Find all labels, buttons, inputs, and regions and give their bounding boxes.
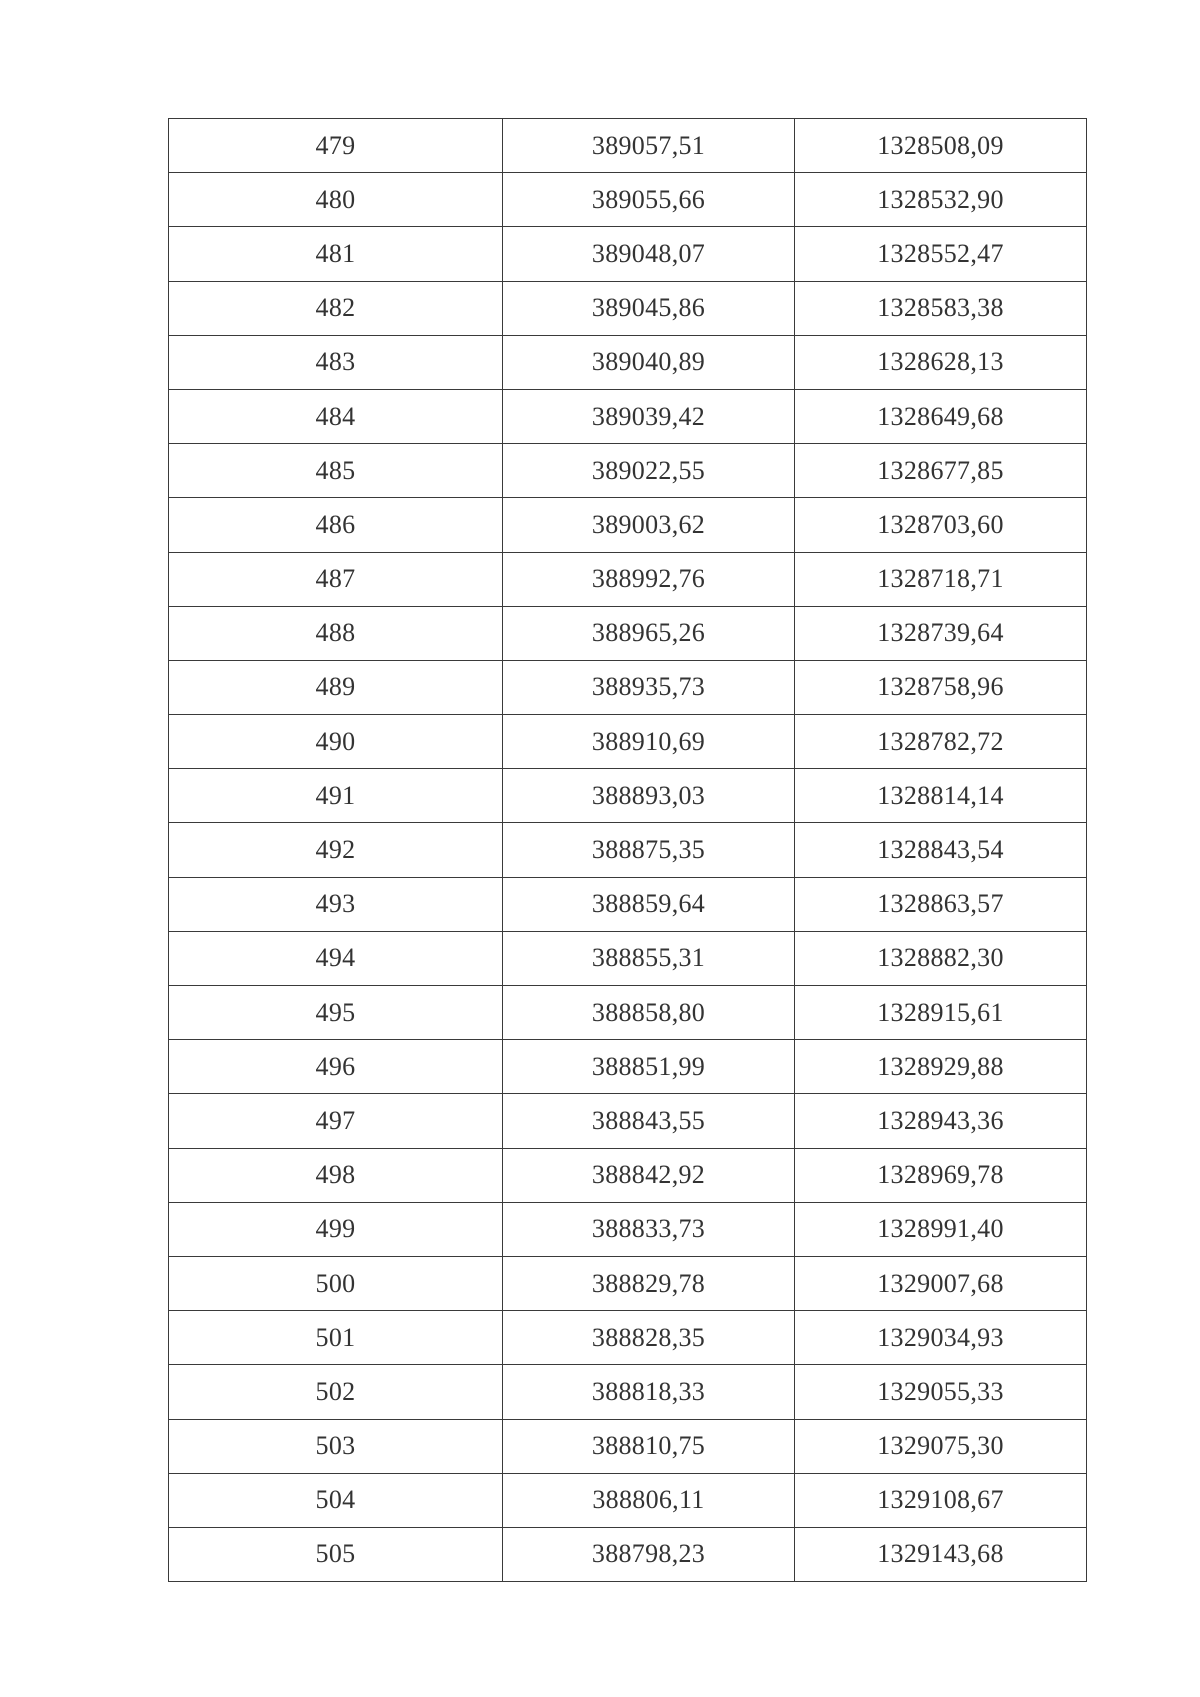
x-coordinate-cell: 388833,73: [503, 1202, 795, 1256]
point-number-cell: 493: [169, 877, 503, 931]
x-coordinate-cell: 388859,64: [503, 877, 795, 931]
table-row: [169, 1365, 1087, 1419]
point-number-cell: 504: [169, 1473, 503, 1527]
point-number-cell: 494: [169, 931, 503, 985]
point-number-cell: 488: [169, 606, 503, 660]
x-coordinate-cell: 388875,35: [503, 823, 795, 877]
y-coordinate-cell: 1329108,67: [795, 1473, 1087, 1527]
y-coordinate-cell: 1329055,33: [795, 1365, 1087, 1419]
table-row: [169, 335, 1087, 389]
table-row: [169, 1202, 1087, 1256]
x-coordinate-cell: 388806,11: [503, 1473, 795, 1527]
table-row: [169, 1419, 1087, 1473]
point-number-cell: 501: [169, 1311, 503, 1365]
x-coordinate-cell: 388851,99: [503, 1040, 795, 1094]
table-row: [169, 1148, 1087, 1202]
table-row: [169, 715, 1087, 769]
y-coordinate-cell: 1328782,72: [795, 715, 1087, 769]
point-number-cell: 487: [169, 552, 503, 606]
point-number-cell: 480: [169, 173, 503, 227]
table-row: [169, 552, 1087, 606]
table-row: [169, 389, 1087, 443]
point-number-cell: 481: [169, 227, 503, 281]
point-number-cell: 479: [169, 119, 503, 173]
point-number-cell: 486: [169, 498, 503, 552]
point-number-cell: 496: [169, 1040, 503, 1094]
x-coordinate-cell: 388910,69: [503, 715, 795, 769]
point-number-cell: 490: [169, 715, 503, 769]
x-coordinate-cell: 388855,31: [503, 931, 795, 985]
table-row: [169, 606, 1087, 660]
x-coordinate-cell: 389055,66: [503, 173, 795, 227]
point-number-cell: 495: [169, 986, 503, 1040]
y-coordinate-cell: 1328628,13: [795, 335, 1087, 389]
point-number-cell: 497: [169, 1094, 503, 1148]
y-coordinate-cell: 1328677,85: [795, 444, 1087, 498]
table-row: [169, 173, 1087, 227]
y-coordinate-cell: 1328532,90: [795, 173, 1087, 227]
table-row: [169, 1256, 1087, 1310]
table-row: [169, 823, 1087, 877]
y-coordinate-cell: 1329075,30: [795, 1419, 1087, 1473]
table-row: [169, 1311, 1087, 1365]
y-coordinate-cell: 1328863,57: [795, 877, 1087, 931]
point-number-cell: 503: [169, 1419, 503, 1473]
y-coordinate-cell: 1328882,30: [795, 931, 1087, 985]
y-coordinate-cell: 1328758,96: [795, 660, 1087, 714]
point-number-cell: 492: [169, 823, 503, 877]
x-coordinate-cell: 389040,89: [503, 335, 795, 389]
point-number-cell: 489: [169, 660, 503, 714]
x-coordinate-cell: 389057,51: [503, 119, 795, 173]
x-coordinate-cell: 389022,55: [503, 444, 795, 498]
table-row: [169, 227, 1087, 281]
point-number-cell: 498: [169, 1148, 503, 1202]
table-row: [169, 444, 1087, 498]
coordinates-table: [168, 118, 1087, 1582]
y-coordinate-cell: 1328969,78: [795, 1148, 1087, 1202]
x-coordinate-cell: 388935,73: [503, 660, 795, 714]
x-coordinate-cell: 389048,07: [503, 227, 795, 281]
table-row: [169, 1094, 1087, 1148]
x-coordinate-cell: 388843,55: [503, 1094, 795, 1148]
y-coordinate-cell: 1328929,88: [795, 1040, 1087, 1094]
table-row: [169, 986, 1087, 1040]
point-number-cell: 500: [169, 1256, 503, 1310]
y-coordinate-cell: 1329143,68: [795, 1527, 1087, 1581]
table-row: [169, 877, 1087, 931]
table-row: [169, 931, 1087, 985]
point-number-cell: 491: [169, 769, 503, 823]
table-row: [169, 281, 1087, 335]
x-coordinate-cell: 388798,23: [503, 1527, 795, 1581]
table-row: [169, 1527, 1087, 1581]
x-coordinate-cell: 388992,76: [503, 552, 795, 606]
point-number-cell: 499: [169, 1202, 503, 1256]
y-coordinate-cell: 1328718,71: [795, 552, 1087, 606]
x-coordinate-cell: 388842,92: [503, 1148, 795, 1202]
point-number-cell: 505: [169, 1527, 503, 1581]
y-coordinate-cell: 1328649,68: [795, 389, 1087, 443]
x-coordinate-cell: 388829,78: [503, 1256, 795, 1310]
table-row: [169, 1473, 1087, 1527]
x-coordinate-cell: 388858,80: [503, 986, 795, 1040]
x-coordinate-cell: 388965,26: [503, 606, 795, 660]
y-coordinate-cell: 1328814,14: [795, 769, 1087, 823]
y-coordinate-cell: 1328915,61: [795, 986, 1087, 1040]
y-coordinate-cell: 1329034,93: [795, 1311, 1087, 1365]
table-row: [169, 1040, 1087, 1094]
point-number-cell: 484: [169, 389, 503, 443]
y-coordinate-cell: 1328703,60: [795, 498, 1087, 552]
y-coordinate-cell: 1328583,38: [795, 281, 1087, 335]
x-coordinate-cell: 388893,03: [503, 769, 795, 823]
y-coordinate-cell: 1329007,68: [795, 1256, 1087, 1310]
point-number-cell: 485: [169, 444, 503, 498]
x-coordinate-cell: 388828,35: [503, 1311, 795, 1365]
x-coordinate-cell: 389039,42: [503, 389, 795, 443]
y-coordinate-cell: 1328843,54: [795, 823, 1087, 877]
y-coordinate-cell: 1328552,47: [795, 227, 1087, 281]
point-number-cell: 483: [169, 335, 503, 389]
table-row: [169, 660, 1087, 714]
x-coordinate-cell: 388818,33: [503, 1365, 795, 1419]
x-coordinate-cell: 389045,86: [503, 281, 795, 335]
coordinates-table-body: [169, 119, 1087, 1582]
point-number-cell: 502: [169, 1365, 503, 1419]
table-row: [169, 498, 1087, 552]
y-coordinate-cell: 1328739,64: [795, 606, 1087, 660]
table-row: [169, 119, 1087, 173]
y-coordinate-cell: 1328508,09: [795, 119, 1087, 173]
y-coordinate-cell: 1328991,40: [795, 1202, 1087, 1256]
x-coordinate-cell: 388810,75: [503, 1419, 795, 1473]
table-row: [169, 769, 1087, 823]
y-coordinate-cell: 1328943,36: [795, 1094, 1087, 1148]
x-coordinate-cell: 389003,62: [503, 498, 795, 552]
point-number-cell: 482: [169, 281, 503, 335]
